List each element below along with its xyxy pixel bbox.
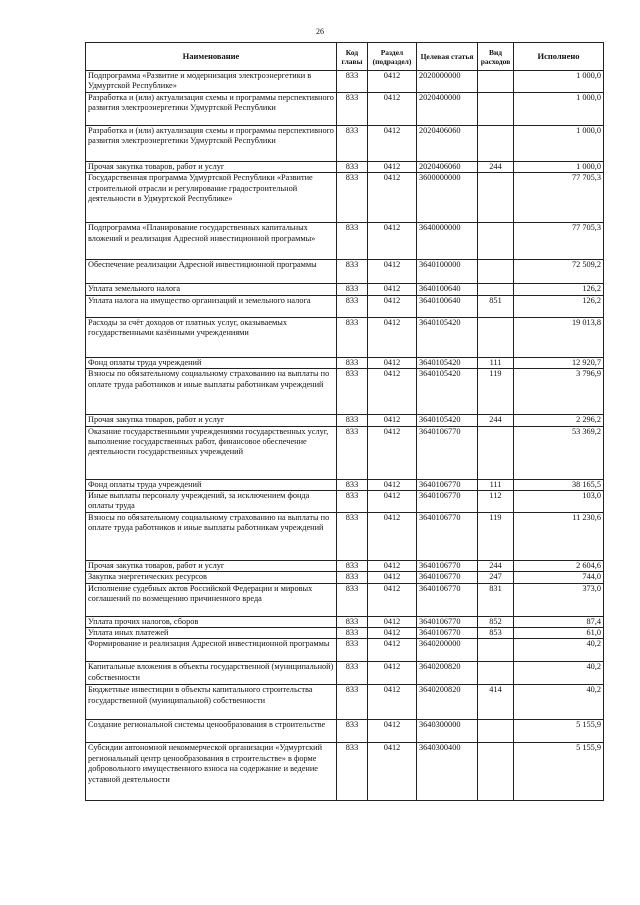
table-row xyxy=(86,260,604,284)
cell-name: Бюджетные инвестиции в объекты капитального строительства государственной (муниципальной) собственности xyxy=(86,685,337,720)
cell-kind xyxy=(478,743,514,801)
cell-done: 19 013,8 xyxy=(514,317,604,357)
table-row xyxy=(86,560,604,571)
table-row xyxy=(86,628,604,639)
cell-kind xyxy=(478,173,514,223)
cell-code: 833 xyxy=(337,479,368,490)
header-section: Раздел (подраздел) xyxy=(368,43,417,71)
table-row xyxy=(86,173,604,223)
cell-kind xyxy=(478,93,514,126)
table-row xyxy=(86,512,604,560)
cell-code: 833 xyxy=(337,572,368,583)
cell-done: 1 000,0 xyxy=(514,126,604,162)
cell-section: 0412 xyxy=(368,317,417,357)
cell-section: 0412 xyxy=(368,162,417,173)
cell-done: 126,2 xyxy=(514,284,604,295)
cell-section: 0412 xyxy=(368,71,417,93)
table-row xyxy=(86,317,604,357)
cell-section: 0412 xyxy=(368,512,417,560)
cell-code: 833 xyxy=(337,93,368,126)
cell-name: Обеспечение реализации Адресной инвестиционной программы xyxy=(86,260,337,284)
cell-done: 1 000,0 xyxy=(514,71,604,93)
cell-done: 2 604,6 xyxy=(514,560,604,571)
cell-target: 3640200820 xyxy=(417,685,478,720)
cell-section: 0412 xyxy=(368,126,417,162)
table-row xyxy=(86,295,604,317)
cell-section: 0412 xyxy=(368,93,417,126)
cell-kind xyxy=(478,662,514,685)
cell-name: Прочая закупка товаров, работ и услуг xyxy=(86,560,337,571)
cell-target: 3640300400 xyxy=(417,743,478,801)
cell-kind: 414 xyxy=(478,685,514,720)
cell-target: 3640000000 xyxy=(417,223,478,260)
table-row xyxy=(86,685,604,720)
cell-kind: 244 xyxy=(478,415,514,426)
table-row xyxy=(86,491,604,513)
cell-target: 3640100640 xyxy=(417,284,478,295)
header-kind: Вид расходов xyxy=(478,43,514,71)
cell-kind: 852 xyxy=(478,616,514,627)
cell-done: 3 796,9 xyxy=(514,369,604,415)
cell-done: 1 000,0 xyxy=(514,93,604,126)
table-body xyxy=(86,71,604,801)
cell-target: 2020000000 xyxy=(417,71,478,93)
cell-code: 833 xyxy=(337,357,368,368)
table-row xyxy=(86,426,604,479)
cell-kind xyxy=(478,126,514,162)
cell-kind xyxy=(478,639,514,662)
cell-target: 2020406060 xyxy=(417,162,478,173)
cell-code: 833 xyxy=(337,628,368,639)
cell-section: 0412 xyxy=(368,415,417,426)
cell-done: 40,2 xyxy=(514,662,604,685)
cell-code: 833 xyxy=(337,639,368,662)
cell-target: 3640300000 xyxy=(417,720,478,743)
cell-code: 833 xyxy=(337,426,368,479)
cell-name: Подпрограмма «Планирование государственных капитальных вложений и реализация Адресной инвестиционной программы» xyxy=(86,223,337,260)
cell-done: 53 369,2 xyxy=(514,426,604,479)
cell-name: Уплата налога на имущество организаций и земельного налога xyxy=(86,295,337,317)
cell-section: 0412 xyxy=(368,426,417,479)
cell-done: 5 155,9 xyxy=(514,743,604,801)
cell-kind: 111 xyxy=(478,479,514,490)
table-row xyxy=(86,369,604,415)
page-number: 26 xyxy=(316,27,324,36)
cell-kind xyxy=(478,426,514,479)
cell-name: Разработка и (или) актуализация схемы и программы перспективного развития электроэнергетики Удмуртской Республики xyxy=(86,93,337,126)
cell-done: 72 509,2 xyxy=(514,260,604,284)
cell-kind xyxy=(478,720,514,743)
cell-name: Иные выплаты персоналу учреждений, за исключением фонда оплаты труда xyxy=(86,491,337,513)
cell-code: 833 xyxy=(337,685,368,720)
cell-kind xyxy=(478,317,514,357)
cell-kind: 111 xyxy=(478,357,514,368)
cell-section: 0412 xyxy=(368,491,417,513)
cell-target: 3640106770 xyxy=(417,560,478,571)
cell-code: 833 xyxy=(337,415,368,426)
cell-done: 126,2 xyxy=(514,295,604,317)
cell-done: 103,0 xyxy=(514,491,604,513)
cell-done: 2 296,2 xyxy=(514,415,604,426)
cell-section: 0412 xyxy=(368,479,417,490)
header-code: Код главы xyxy=(337,43,368,71)
cell-target: 3640106770 xyxy=(417,583,478,616)
cell-target: 2020400000 xyxy=(417,93,478,126)
cell-target: 3640100000 xyxy=(417,260,478,284)
cell-name: Фонд оплаты труда учреждений xyxy=(86,357,337,368)
cell-section: 0412 xyxy=(368,616,417,627)
table-row xyxy=(86,743,604,801)
cell-kind xyxy=(478,260,514,284)
cell-target: 3640100640 xyxy=(417,295,478,317)
cell-name: Прочая закупка товаров, работ и услуг xyxy=(86,415,337,426)
cell-target: 3640106770 xyxy=(417,628,478,639)
cell-section: 0412 xyxy=(368,662,417,685)
header-done: Исполнено xyxy=(514,43,604,71)
table-row xyxy=(86,284,604,295)
cell-code: 833 xyxy=(337,126,368,162)
cell-section: 0412 xyxy=(368,628,417,639)
cell-kind: 247 xyxy=(478,572,514,583)
budget-table xyxy=(85,42,604,801)
cell-section: 0412 xyxy=(368,583,417,616)
cell-done: 61,0 xyxy=(514,628,604,639)
cell-name: Расходы за счёт доходов от платных услуг, оказываемых государственными казёнными учреждениями xyxy=(86,317,337,357)
cell-code: 833 xyxy=(337,560,368,571)
table-row xyxy=(86,720,604,743)
cell-kind: 244 xyxy=(478,560,514,571)
cell-done: 38 165,5 xyxy=(514,479,604,490)
cell-section: 0412 xyxy=(368,173,417,223)
cell-section: 0412 xyxy=(368,685,417,720)
cell-target: 3640106770 xyxy=(417,512,478,560)
cell-name: Взносы по обязательному социальному страхованию на выплаты по оплате труда работников и иные выплаты работникам учреждений xyxy=(86,512,337,560)
cell-code: 833 xyxy=(337,162,368,173)
cell-code: 833 xyxy=(337,71,368,93)
cell-name: Фонд оплаты труда учреждений xyxy=(86,479,337,490)
cell-section: 0412 xyxy=(368,260,417,284)
cell-target: 3640105420 xyxy=(417,357,478,368)
header-target: Целевая статья xyxy=(417,43,478,71)
cell-section: 0412 xyxy=(368,357,417,368)
cell-code: 833 xyxy=(337,173,368,223)
table-row xyxy=(86,616,604,627)
cell-kind: 112 xyxy=(478,491,514,513)
table-row xyxy=(86,223,604,260)
cell-done: 40,2 xyxy=(514,639,604,662)
cell-name: Оказание государственными учреждениями государственных услуг, выполнение государственных работ, финансовое обеспечение деятельности государственных учреждений xyxy=(86,426,337,479)
cell-name: Разработка и (или) актуализация схемы и программы перспективного развития электроэнергетики Удмуртской Республики xyxy=(86,126,337,162)
cell-target: 3640106770 xyxy=(417,479,478,490)
cell-done: 87,4 xyxy=(514,616,604,627)
cell-name: Закупка энергетических ресурсов xyxy=(86,572,337,583)
table-row xyxy=(86,639,604,662)
table-row xyxy=(86,93,604,126)
cell-section: 0412 xyxy=(368,572,417,583)
cell-code: 833 xyxy=(337,491,368,513)
cell-kind xyxy=(478,284,514,295)
cell-kind xyxy=(478,71,514,93)
cell-name: Исполнение судебных актов Российской Федерации и мировых соглашений по возмещению причиненного вреда xyxy=(86,583,337,616)
cell-target: 3640106770 xyxy=(417,491,478,513)
cell-done: 77 705,3 xyxy=(514,223,604,260)
table-row xyxy=(86,162,604,173)
cell-name: Уплата земельного налога xyxy=(86,284,337,295)
table-row xyxy=(86,479,604,490)
cell-section: 0412 xyxy=(368,223,417,260)
cell-code: 833 xyxy=(337,284,368,295)
cell-name: Прочая закупка товаров, работ и услуг xyxy=(86,162,337,173)
table-row xyxy=(86,71,604,93)
table-row xyxy=(86,126,604,162)
cell-section: 0412 xyxy=(368,720,417,743)
cell-name: Уплата прочих налогов, сборов xyxy=(86,616,337,627)
cell-kind: 831 xyxy=(478,583,514,616)
cell-section: 0412 xyxy=(368,560,417,571)
cell-code: 833 xyxy=(337,369,368,415)
cell-code: 833 xyxy=(337,583,368,616)
cell-code: 833 xyxy=(337,317,368,357)
cell-name: Государственная программа Удмуртской Республики «Развитие строительной отрасли и регулирование градостроительной деятельности в Удмуртской Республике» xyxy=(86,173,337,223)
cell-done: 12 920,7 xyxy=(514,357,604,368)
cell-target: 3600000000 xyxy=(417,173,478,223)
cell-done: 373,0 xyxy=(514,583,604,616)
cell-code: 833 xyxy=(337,295,368,317)
cell-target: 3640106770 xyxy=(417,426,478,479)
cell-name: Уплата иных платежей xyxy=(86,628,337,639)
cell-kind: 853 xyxy=(478,628,514,639)
table-row xyxy=(86,572,604,583)
cell-code: 833 xyxy=(337,720,368,743)
cell-done: 1 000,0 xyxy=(514,162,604,173)
cell-target: 3640105420 xyxy=(417,369,478,415)
cell-kind: 119 xyxy=(478,369,514,415)
cell-name: Взносы по обязательному социальному страхованию на выплаты по оплате труда работников и иные выплаты работникам учреждений xyxy=(86,369,337,415)
cell-section: 0412 xyxy=(368,743,417,801)
header-name: Наименование xyxy=(86,43,337,71)
cell-kind: 119 xyxy=(478,512,514,560)
cell-code: 833 xyxy=(337,616,368,627)
cell-section: 0412 xyxy=(368,295,417,317)
cell-section: 0412 xyxy=(368,369,417,415)
cell-code: 833 xyxy=(337,662,368,685)
cell-target: 3640105420 xyxy=(417,415,478,426)
cell-done: 40,2 xyxy=(514,685,604,720)
cell-target: 2020406060 xyxy=(417,126,478,162)
cell-name: Подпрограмма «Развитие и модернизация электроэнергетики в Удмуртской Республике» xyxy=(86,71,337,93)
cell-name: Формирование и реализация Адресной инвестиционной программы xyxy=(86,639,337,662)
cell-kind xyxy=(478,223,514,260)
cell-done: 5 155,9 xyxy=(514,720,604,743)
cell-code: 833 xyxy=(337,512,368,560)
table-row xyxy=(86,662,604,685)
cell-target: 3640105420 xyxy=(417,317,478,357)
cell-section: 0412 xyxy=(368,639,417,662)
cell-section: 0412 xyxy=(368,284,417,295)
cell-kind: 244 xyxy=(478,162,514,173)
cell-done: 11 230,6 xyxy=(514,512,604,560)
cell-code: 833 xyxy=(337,260,368,284)
cell-kind: 851 xyxy=(478,295,514,317)
cell-target: 3640106770 xyxy=(417,616,478,627)
cell-code: 833 xyxy=(337,743,368,801)
cell-target: 3640200000 xyxy=(417,639,478,662)
cell-name: Создание региональной системы ценообразования в строительстве xyxy=(86,720,337,743)
cell-target: 3640106770 xyxy=(417,572,478,583)
cell-name: Субсидии автономной некоммерческой организации «Удмуртский региональный центр ценообразования в строительстве» в форме добровольного имущественного взноса на содержание и ведение уставной деятельности xyxy=(86,743,337,801)
cell-target: 3640200820 xyxy=(417,662,478,685)
cell-code: 833 xyxy=(337,223,368,260)
cell-done: 77 705,3 xyxy=(514,173,604,223)
cell-done: 744,0 xyxy=(514,572,604,583)
table-row xyxy=(86,583,604,616)
table-row xyxy=(86,415,604,426)
table-row xyxy=(86,357,604,368)
cell-name: Капитальные вложения в объекты государственной (муниципальной) собственности xyxy=(86,662,337,685)
